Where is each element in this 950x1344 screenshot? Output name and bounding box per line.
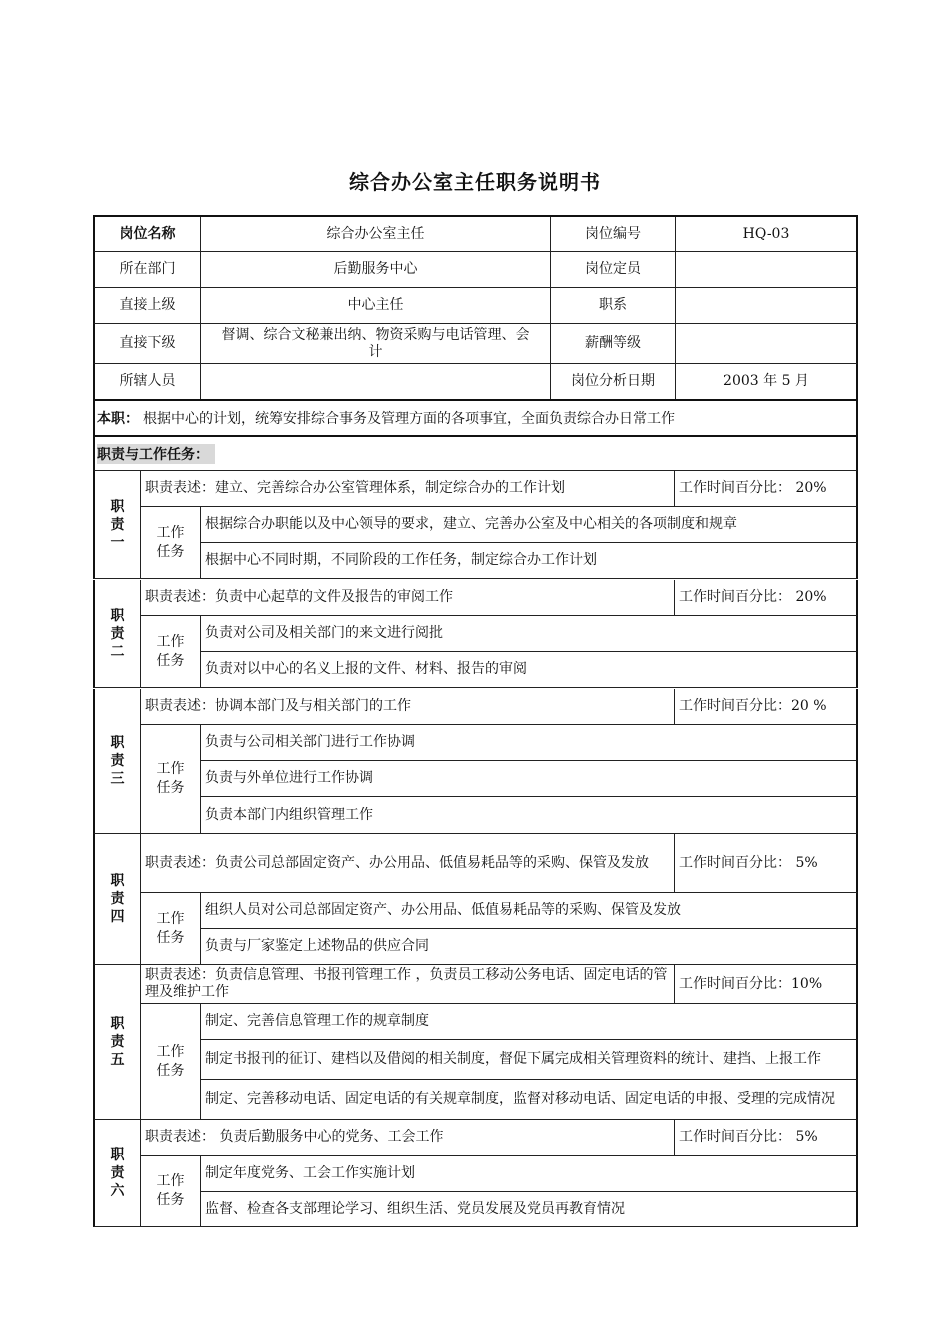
duty-time-percent: 工作时间百分比：10% bbox=[675, 965, 858, 1004]
task-label-text: 工作任务 bbox=[156, 761, 185, 796]
duty-label: 职责四 bbox=[110, 873, 125, 925]
job-description-table bbox=[93, 215, 858, 1227]
duty-label-cell bbox=[93, 1120, 141, 1227]
duty-statement: 职责表述：建立、完善综合办公室管理体系，制定综合办的工作计划 bbox=[141, 471, 675, 507]
headcount-value bbox=[676, 252, 858, 288]
duty-time-percent: 工作时间百分比： 20% bbox=[675, 580, 858, 616]
duty-label-cell bbox=[93, 580, 141, 688]
salary-grade-value bbox=[676, 324, 858, 364]
task-item: 负责对以中心的名义上报的文件、材料、报告的审阅 bbox=[201, 652, 858, 688]
subordinates-label: 直接下级 bbox=[93, 324, 201, 364]
duty-time-percent: 工作时间百分比： 5% bbox=[675, 834, 858, 893]
task-label-text: 工作任务 bbox=[156, 524, 185, 560]
position-code-value: HQ-03 bbox=[676, 217, 858, 252]
duty-label: 职责六 bbox=[110, 1147, 125, 1199]
duty-statement: 职责表述：负责信息管理、书报刊管理工作 ，负责员工移动公务电话、固定电话的管理及维护工作 bbox=[141, 965, 675, 1004]
task-item: 制定、完善信息管理工作的规章制度 bbox=[201, 1004, 858, 1040]
task-item: 监督、检查各支部理论学习、组织生活、党员发展及党员再教育情况 bbox=[201, 1192, 858, 1227]
duty-statement: 职责表述：负责公司总部固定资产、办公用品、低值易耗品等的采购、保管及发放 bbox=[141, 834, 675, 893]
duty-label-cell bbox=[93, 965, 141, 1120]
department-value: 后勤服务中心 bbox=[201, 252, 551, 288]
task-label-text: 工作任务 bbox=[156, 1043, 185, 1079]
summary-row bbox=[93, 401, 858, 437]
position-code-label: 岗位编号 bbox=[551, 217, 676, 252]
department-label: 所在部门 bbox=[93, 252, 201, 288]
task-item: 制定、完善移动电话、固定电话的有关规章制度，监督对移动电话、固定电话的申报、受理的完成情况 bbox=[201, 1080, 858, 1120]
duty-statement: 职责表述：协调本部门及与相关部门的工作 bbox=[141, 689, 675, 725]
task-label bbox=[141, 1004, 201, 1120]
task-label-text: 工作任务 bbox=[156, 1173, 185, 1208]
superior-label: 直接上级 bbox=[93, 288, 201, 324]
duty-label: 职责二 bbox=[110, 607, 125, 660]
task-label bbox=[141, 893, 201, 965]
duty-label: 职责五 bbox=[110, 1016, 125, 1068]
task-label-text: 工作任务 bbox=[156, 633, 185, 669]
duties-heading: 职责与工作任务： bbox=[97, 444, 215, 464]
duty-label: 职责三 bbox=[110, 735, 125, 787]
task-label-text: 工作任务 bbox=[156, 910, 185, 946]
task-label bbox=[141, 616, 201, 688]
duty-label-cell bbox=[93, 471, 141, 579]
summary-text: 根据中心的计划，统筹安排综合事务及管理方面的各项事宜，全面负责综合办日常工作 bbox=[143, 411, 675, 427]
position-name-value: 综合办公室主任 bbox=[201, 217, 551, 252]
salary-grade-label: 薪酬等级 bbox=[551, 324, 676, 364]
task-item: 组织人员对公司总部固定资产、办公用品、低值易耗品等的采购、保管及发放 bbox=[201, 893, 858, 929]
task-label bbox=[141, 725, 201, 834]
duties-heading-row bbox=[93, 437, 858, 471]
duty-statement: 职责表述：负责中心起草的文件及报告的审阅工作 bbox=[141, 580, 675, 616]
task-item: 制定书报刊的征订、建档以及借阅的相关制度，督促下属完成相关管理资料的统计、建挡、上报工作 bbox=[201, 1040, 858, 1080]
duty-time-percent: 工作时间百分比： 5% bbox=[675, 1120, 858, 1156]
job-family-label: 职系 bbox=[551, 288, 676, 324]
job-family-value bbox=[676, 288, 858, 324]
task-item: 负责对公司及相关部门的来文进行阅批 bbox=[201, 616, 858, 652]
duty-statement: 职责表述： 负责后勤服务中心的党务、工会工作 bbox=[141, 1120, 675, 1156]
subordinates-value: 督调、综合文秘兼出纳、物资采购与电话管理、会计 bbox=[201, 324, 551, 364]
task-item: 制定年度党务、工会工作实施计划 bbox=[201, 1156, 858, 1192]
staff-label: 所辖人员 bbox=[93, 364, 201, 400]
analysis-date-label: 岗位分析日期 bbox=[551, 364, 676, 400]
headcount-label: 岗位定员 bbox=[551, 252, 676, 288]
duty-label: 职责一 bbox=[110, 498, 125, 551]
page-title: 综合办公室主任职务说明书 bbox=[349, 170, 601, 194]
task-label bbox=[141, 1156, 201, 1227]
task-item: 根据中心不同时期，不同阶段的工作任务，制定综合办工作计划 bbox=[201, 543, 858, 579]
task-label bbox=[141, 507, 201, 579]
duty-label-cell bbox=[93, 689, 141, 834]
task-item: 负责与厂家鉴定上述物品的供应合同 bbox=[201, 929, 858, 965]
analysis-date-value: 2003 年 5 月 bbox=[676, 364, 858, 400]
duty-label-cell bbox=[93, 834, 141, 965]
task-item: 负责与公司相关部门进行工作协调 bbox=[201, 725, 858, 761]
position-name-label: 岗位名称 bbox=[93, 217, 201, 252]
duty-time-percent: 工作时间百分比： 20% bbox=[675, 471, 858, 507]
task-item: 负责与外单位进行工作协调 bbox=[201, 761, 858, 797]
task-item: 根据综合办职能以及中心领导的要求，建立、完善办公室及中心相关的各项制度和规章 bbox=[201, 507, 858, 543]
task-item: 负责本部门内组织管理工作 bbox=[201, 797, 858, 834]
summary-label: 本职： bbox=[97, 411, 139, 427]
duty-time-percent: 工作时间百分比：20 % bbox=[675, 689, 858, 725]
superior-value: 中心主任 bbox=[201, 288, 551, 324]
staff-value bbox=[201, 364, 551, 400]
